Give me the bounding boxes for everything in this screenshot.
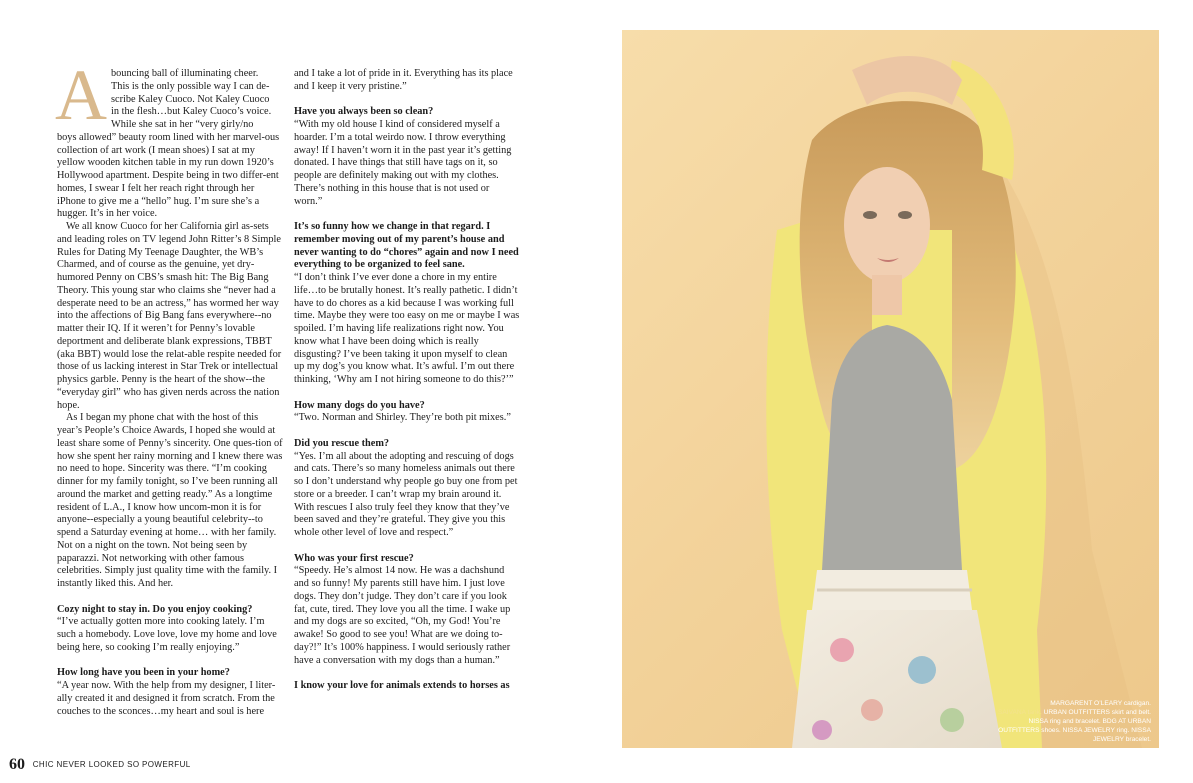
drop-cap: A	[55, 55, 107, 135]
portrait-photo	[622, 30, 1159, 748]
interview-answer: “Speedy. He’s almost 14 now. He was a dachshund and so funny! My parents still have him. I just love dogs. They don’t judge. They don’t care if you look fat, cute, tired. They love you all the time. I wake up and my dogs are so excited, “Oh, my God! You’re awake! So good to see you! What are we doing to-day?!” It’s 100% happiness. I would seriously rather have a conversation with my dogs than a human.”	[294, 565, 511, 666]
interview-answer: “I’ve actually gotten more into cooking lately. I’m such a homebody. Love love, love my home and love being here, so cooking I’m really enjoying.”	[57, 616, 277, 653]
footer-tagline: CHIC NEVER LOOKED SO POWERFUL	[32, 760, 191, 769]
paragraph: boys allowed” beauty room lined with her marvel-ous collection of art work (I mean shoes) I sat at my yellow wooden kitchen table in my run down 1920’s Hollywood apartment. Despite being in two differ-ent homes, I swear I felt her reach right through her iPhone to give me a “hello” hug. I’m sure she’s a hugger. It’s in her voice.	[57, 131, 280, 220]
interview-answer: “A year now. With the help from my designer, I liter-ally created it and designed it from scratch. From the couches to the sconces…my heart and soul is here	[57, 680, 276, 717]
intro-line: in the flesh…but Kaley Cuoco’s voice.	[111, 106, 272, 118]
intro-line: While she sat in her “very girly/no	[111, 119, 254, 130]
caption-body	[991, 708, 1151, 744]
caption-highlight: SAIVANA tank.	[997, 709, 1042, 716]
interview-question: How many dogs do you have?	[294, 399, 425, 411]
caption-rest: URBAN OUTFITTERS skirt and belt. NISSA ring and bracelet. BDG AT URBAN OUTFITTERS shoes. NISSA JEWELRY ring. NISSA JEWELRY bracelet.	[998, 709, 1151, 743]
interview-answer: and I take a lot of pride in it. Everything has its place and I keep it very pristine.”	[294, 68, 513, 92]
interview-answer: “With my old house I kind of considered myself a hoarder. I’m a total weirdo now. I throw everything away! If I haven’t worn it in the past year it’s getting donated. I have things that still have tags on it, so people are definitely making out with my clothes. There’s nothing in this house that is not used or worn.”	[294, 119, 512, 207]
intro-line: This is the only possible way I can de-	[111, 80, 270, 92]
interview-question: Cozy night to stay in. Do you enjoy cooking?	[57, 603, 253, 615]
article-column-2	[294, 68, 520, 693]
interview-question: How long have you been in your home?	[57, 667, 230, 679]
interview-question: Have you always been so clean?	[294, 106, 434, 118]
photo-credits-caption	[991, 699, 1151, 744]
interview-question: Did you rescue them?	[294, 437, 390, 449]
left-page	[0, 0, 596, 783]
interview-answer: “I don’t think I’ve ever done a chore in my entire life…to be brutally honest. It’s really pathetic. I didn’t have to do chores as a kid because I was working full time. Maybe they were too easy on me or maybe I was spoiled. I’m having life realizations right now. You know what I have been doing which is really disgusting? I’ve been taking it upon myself to clean up my dog’s you know what. It’s awful. I’m out there thinking, ‘Why am I not hiring someone to do this?’”	[294, 272, 520, 385]
interview-answer: “Two. Norman and Shirley. They’re both pit mixes.”	[294, 412, 511, 424]
intro-line: scribe Kaley Cuoco. Not Kaley Cuoco	[111, 93, 270, 105]
caption-line: MARGARENT O’LEARY cardigan.	[1050, 700, 1151, 707]
interview-question: I know your love for animals extends to horses as	[294, 680, 510, 691]
interview-question: Who was your first rescue?	[294, 552, 414, 564]
paragraph: We all know Cuoco for her California girl as-sets and leading roles on TV legend John Ritter’s 8 Simple Rules for Dating My Teenage Daughter, the WB’s Charmed, and of course as the genuine, yet dry-humored Penny on CBS’s smash hit: The Big Bang Theory. This young star who claims she “never had a desperate need to be an actress,” has wormed her way into the affections of Big Bang fans everywhere--no matter their IQ. If it weren’t for Penny’s lovable deportment and deliberate blank expressions, TBBT (aka BBT) would lose the relat-able respite needed for those of us lacking interest in Star Trek or intellectual physics garble. Penny is the heart of the show--the “everyday girl” who has given nerds across the nation hope.	[57, 221, 282, 411]
interview-answer: “Yes. I’m all about the adopting and rescuing of dogs and cats. There’s so many homeless animals out there so I don’t understand why people go buy one from pet store or a breeder. I can’t wrap my brain around it. With rescues I also truly feel they know that they’ve been saved and they’re grateful. They give you this whole other level of love and respect.”	[294, 450, 518, 538]
right-page	[596, 0, 1193, 783]
portrait-illustration	[622, 30, 1159, 748]
paragraph: As I began my phone chat with the host of this year’s People’s Choice Awards, I hoped she would at least share some of Penny’s sincerity. One ques-tion of how she spent her rainy morning and I knew there was no need to hope. Sincerity was there. “I’m cooking dinner for my family tonight, so I’ve been running all around the market and getting ready.” As a longtime resident of L.A., I know how uncom-mon it is for anyone--especially a young beautiful celebrity--to spend a Saturday evening at home… with her family. Not on a night on the town. Not being seen by paparazzi. Not networking with other famous celebrities. Simply just quality time with the family. I instantly liked this. And her.	[57, 412, 283, 589]
page-footer	[9, 756, 191, 774]
intro-line: bouncing ball of illuminating cheer.	[111, 68, 259, 79]
article-column-1	[55, 55, 283, 718]
interview-question: It’s so funny how we change in that regard. I remember moving out of my parent’s house and never wanting to do “chores” again and now I need everything to be organized to feel sane.	[294, 221, 519, 271]
page-number: 60	[9, 756, 25, 773]
